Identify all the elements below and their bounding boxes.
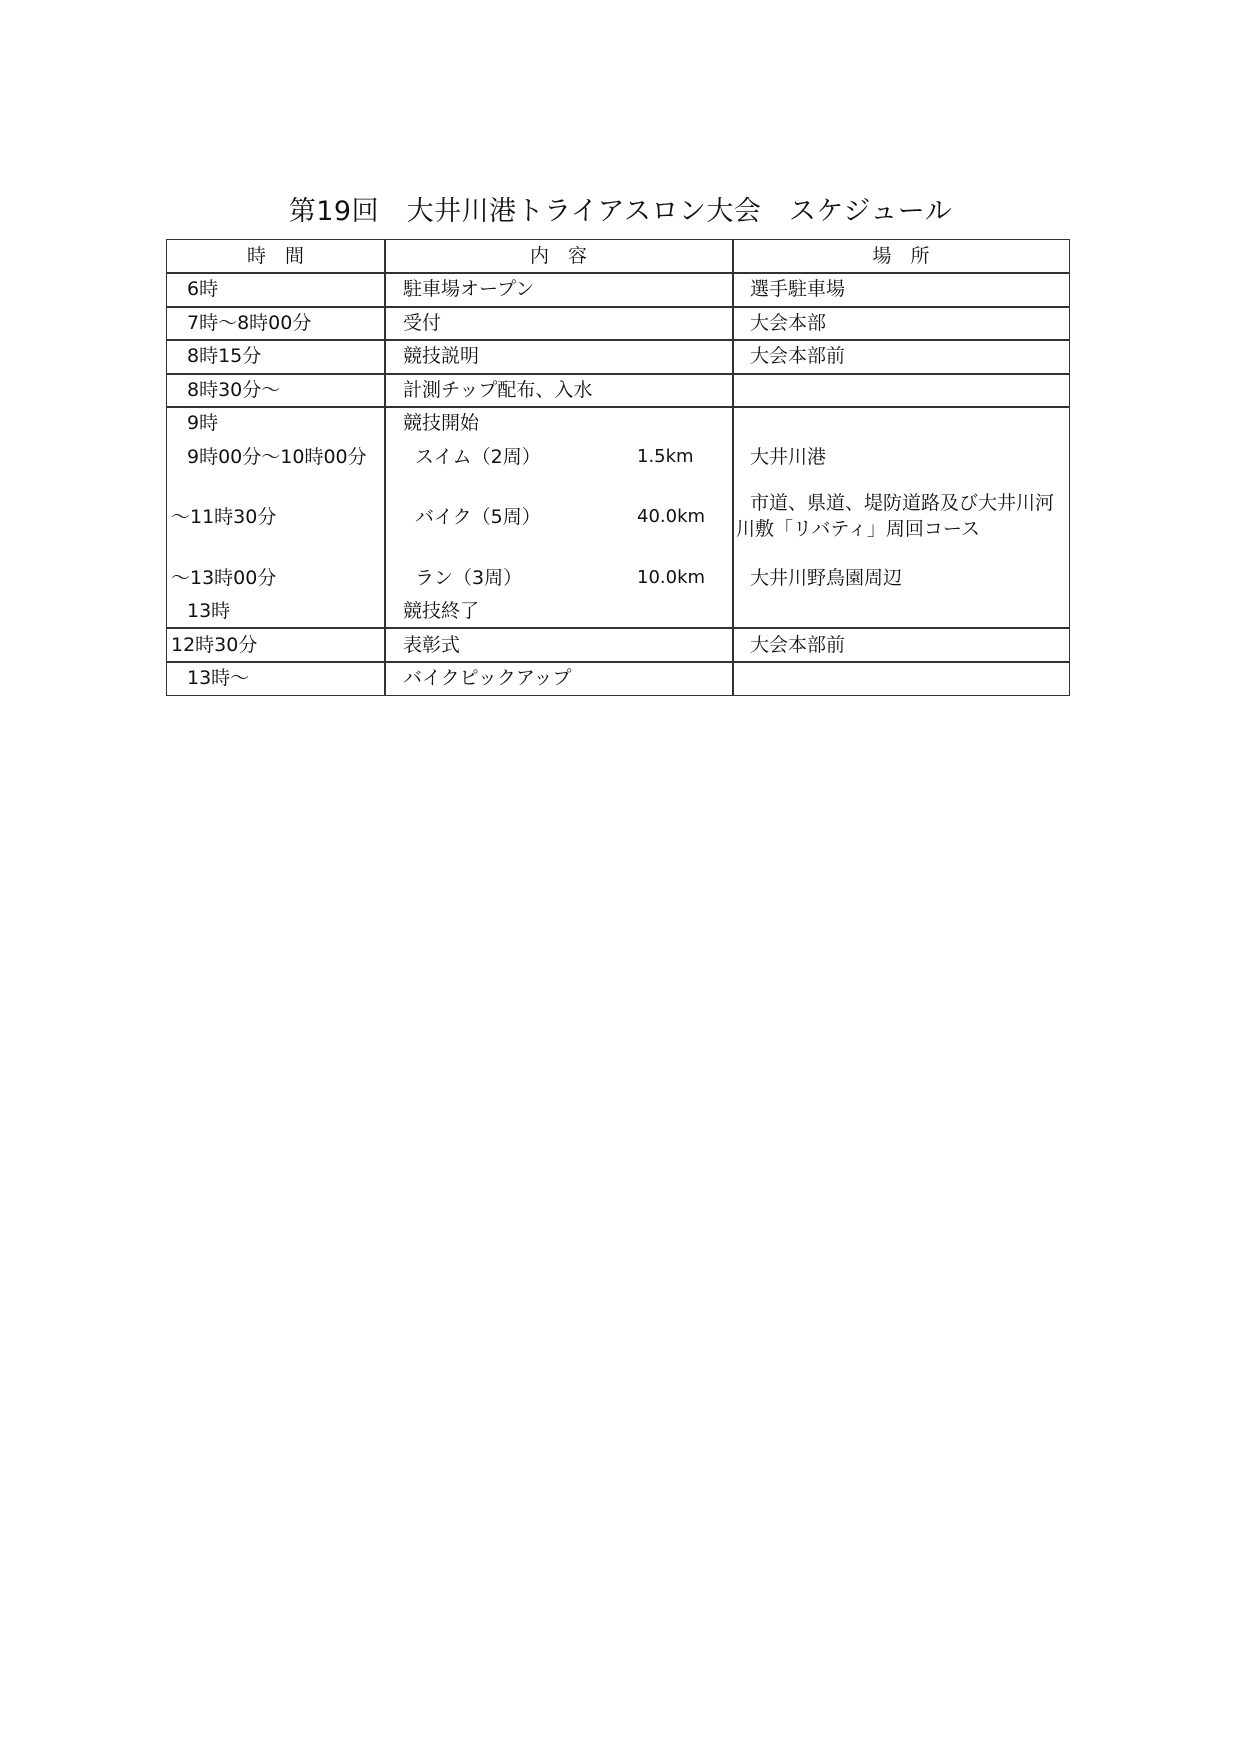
row-divider [167,406,1069,408]
row-time: 13時 [187,600,231,622]
row-time: 13時～ [187,667,250,689]
row-time: 9時 [187,412,219,434]
row-time: 8時30分～ [187,379,281,401]
row-content: バイク（5周） [415,506,541,528]
row-place: 大井川港 [750,446,827,468]
row-content: 計測チップ配布、入水 [403,379,593,401]
row-place: 選手駐車場 [750,278,846,300]
row-content: 受付 [403,312,442,334]
row-divider [167,373,1069,375]
row-time: 8時15分 [187,345,262,367]
row-content: 表彰式 [403,634,461,656]
row-content: バイクピックアップ [403,667,572,689]
header-time: 時 間 [246,245,304,267]
row-content: スイム（2周） [415,446,541,468]
row-divider [167,306,1069,308]
row-time: 7時～8時00分 [187,312,312,334]
row-content: 競技説明 [403,345,480,367]
header-place: 場 所 [872,245,930,267]
row-time: 9時00分～10時00分 [187,446,367,468]
row-distance: 40.0km [637,506,706,527]
row-divider [167,661,1069,663]
header-content: 内 容 [529,245,587,267]
page-title: 第19回 大井川港トライアスロン大会 スケジュール [288,196,953,227]
row-place: 大会本部前 [750,634,846,656]
row-content: 駐車場オープン [403,278,535,300]
row-content: 競技終了 [403,600,480,622]
row-time: 12時30分 [171,634,258,656]
row-place: 市道、県道、堤防道路及び大井川河川敷「リバティ」周回コース [736,492,1055,540]
row-place: 大会本部前 [750,345,846,367]
row-place: 大会本部 [750,312,827,334]
row-time: ～11時30分 [171,506,277,528]
row-divider [167,339,1069,341]
row-place: 大井川野鳥園周辺 [750,567,903,589]
row-divider [167,627,1069,629]
row-time: 6時 [187,278,219,300]
row-distance: 10.0km [637,567,706,588]
row-content: ラン（3周） [415,567,523,589]
row-time: ～13時00分 [171,567,277,589]
row-content: 競技開始 [403,412,480,434]
row-distance: 1.5km [637,446,694,467]
schedule-table [166,239,1070,696]
row-divider [167,272,1069,274]
